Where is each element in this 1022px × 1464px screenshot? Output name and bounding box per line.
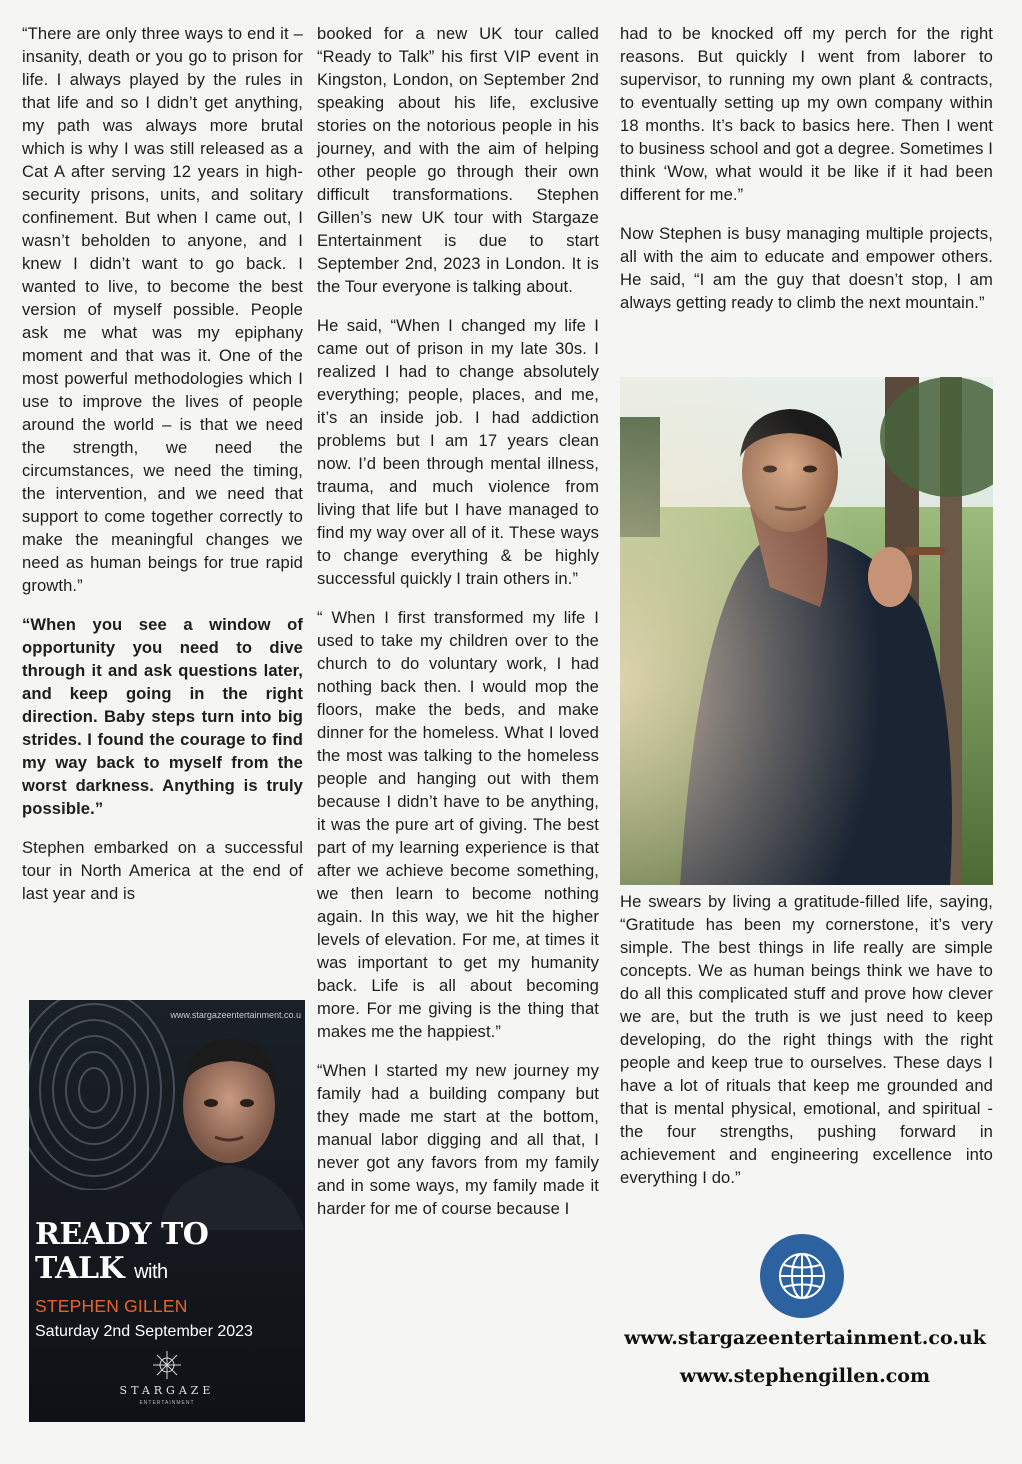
article-paragraph: He swears by living a gratitude-filled life, saying, “Gratitude has been my cornerstone, it’s very simple. The best things in life really are simple concepts. We as human beings think we have to do all this complicated stuff and prove how clever we are, but the truth is we just need to keep developing, do the right things with the right people and keep true to ourselves. These days I have a lot of rituals that keep me grounded and that is mental physical, emotional, and spiritual - the four strengths, pushing forward in achievement and engineering excellence into everything I do.” <box>620 892 993 1187</box>
poster-url: www.stargazeentertainment.co.u <box>170 1010 301 1020</box>
pull-quote: “When you see a window of opportunity you need to dive through it and ask questions later, and keep going in the right direction. Baby steps turn into big strides. I found the courage to find my way back to myself from the worst darkness. Anything is truly possible.” <box>22 615 303 818</box>
tour-poster <box>29 1000 305 1422</box>
headline-line-2: TALK <box>35 1251 125 1286</box>
column-right-top <box>620 22 993 330</box>
poster-brand: STARGAZE <box>119 1384 215 1397</box>
article-paragraph: booked for a new UK tour called “Ready to Talk” his first VIP event in Kingston, London, on September 2nd speaking about his life, exclusive stories on the notorious people in his journey, and with the aim of helping other people go through their own difficult transformations. Stephen Gillen’s new UK tour with Stargaze Entertainment is due to start September 2nd, 2023 in London. It is the Tour everyone is talking about. <box>317 24 599 296</box>
article-paragraph: “When I started my new journey my family had a building company but they made me start at the bottom, manual labor digging and all that, I never got any favors from my family and in some ways, my family made it harder for me of course because I <box>317 1061 599 1218</box>
website-link-stephengillen[interactable]: www.stephengillen.com <box>679 1365 931 1387</box>
article-paragraph: He said, “When I changed my life I came out of prison in my late 30s. I realized I had to change absolutely everything; people, places, and me, it’s an inside job. I had addiction problems but I am 17 years clean now. I’d been through mental illness, trauma, and much violence from living that life but I have managed to find my way over all of it. These ways to change everything & be highly successful quickly I train others in.” <box>317 316 599 588</box>
article-paragraph: “There are only three ways to end it – insanity, death or you go to prison for life. I always played by the rules in that life and so I didn’t get anything, my path was always more brutal which is why I was still released as a Cat A after serving 12 years in high-security prisons, units, and solitary confinement. But when I came out, I wasn’t beholden to anyone, and I knew I didn’t want to go back. I wanted to live, to become the best version of myself possible. People ask me what was my epiphany moment and that was it. One of the most powerful methodologies which I use to improve the lives of people around the world – is that we need the strength, we need the circumstances, we need the timing, the intervention, and we need that support to come together correctly to make the meaningful changes we need as human beings for true rapid growth.” <box>22 24 303 595</box>
article-paragraph: had to be knocked off my perch for the right reasons. But quickly I went from laborer to supervisor, to running my own plant & contracts, to eventually setting up my own company within 18 months. It’s back to basics here. Then I went to business school and got a degree. Sometimes I think ‘Wow, what would it be like if it had been different for me.” <box>620 24 993 204</box>
poster-date: Saturday 2nd September 2023 <box>35 1323 253 1340</box>
stargaze-logo-icon <box>151 1350 183 1380</box>
photo-illustration <box>620 377 993 885</box>
article-paragraph: “ When I first transformed my life I used to take my children over to the church to do voluntary work, I had nothing back then. I would mop the floors, make the beds, and make dinner for the homeless. What I loved the most was talking to the homeless people and hanging out with them because I didn’t have to be anything, it was the pure art of giving. The best part of my learning experience is that after we achieve become something, we then learn to become nothing again. In this way, we hit the higher levels of elevation. For me, at times it was important to get my humanity back. Life is all about becoming more. For me giving is the thing that makes me the happiest.” <box>317 608 599 1041</box>
website-link-stargaze[interactable]: www.stargazeentertainment.co.uk <box>624 1327 986 1349</box>
poster-speaker-name: STEPHEN GILLEN <box>35 1296 188 1316</box>
article-paragraph: Stephen embarked on a successful tour in North America at the end of last year and is <box>22 838 303 903</box>
headline-with: with <box>134 1261 168 1283</box>
poster-headline <box>35 1218 208 1289</box>
column-left <box>22 22 303 921</box>
headline-line-1: READY TO <box>35 1217 209 1252</box>
article-paragraph: Now Stephen is busy managing multiple projects, all with the aim to educate and empower others. He said, “I am the guy that doesn’t stop, I am always getting ready to climb the next mountain.” <box>620 224 993 312</box>
column-right-bottom <box>620 890 993 1205</box>
speaker-portrait <box>149 1015 305 1230</box>
column-middle <box>317 22 599 1236</box>
globe-icon-graphic <box>760 1234 844 1318</box>
speaker-photo <box>620 377 993 885</box>
globe-icon <box>760 1234 844 1318</box>
poster-brand-sub: ENTERTAINMENT <box>139 1400 195 1406</box>
